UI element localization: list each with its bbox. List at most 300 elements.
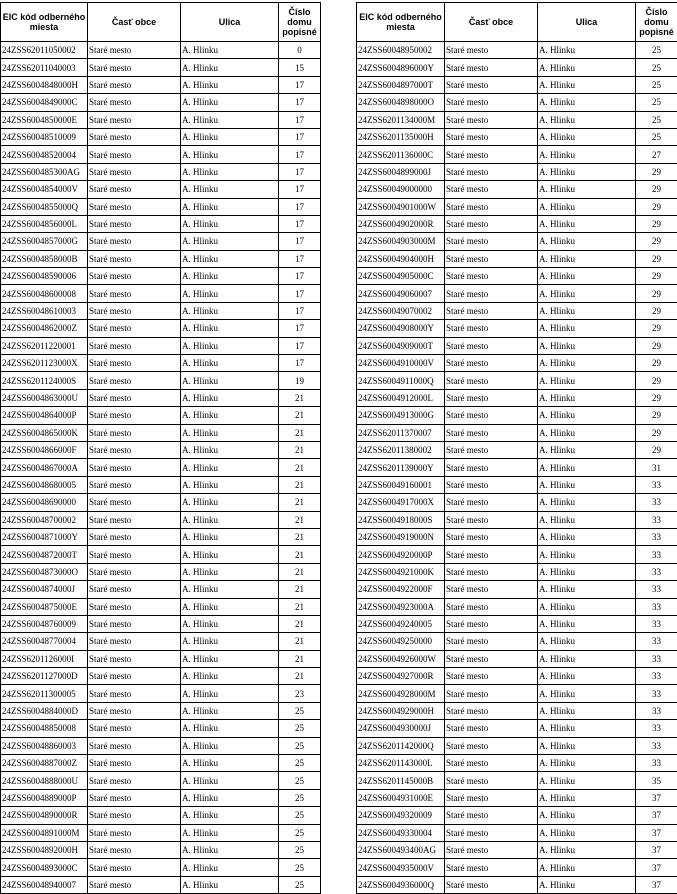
eic-code-cell: 24ZSS6004891000M: [1, 824, 88, 841]
eic-code-cell: 24ZSS60048950002: [357, 42, 445, 59]
cislo-domu-cell: 17: [279, 337, 321, 354]
cast-obce-cell: Staré mesto: [445, 755, 538, 772]
table-row: [357, 581, 677, 598]
table-row: [1, 389, 321, 406]
eic-code-cell: 24ZSS6004849000C: [1, 94, 88, 111]
ulica-cell: A. Hlinku: [538, 859, 636, 876]
cislo-domu-cell: 37: [636, 807, 677, 824]
ulica-cell: A. Hlinku: [538, 94, 636, 111]
header-ulica: Ulica: [538, 3, 636, 42]
table-row: [357, 198, 677, 215]
ulica-cell: A. Hlinku: [181, 146, 279, 163]
address-table-left: [0, 2, 321, 894]
ulica-cell: A. Hlinku: [181, 76, 279, 93]
cast-obce-cell: Staré mesto: [445, 668, 538, 685]
eic-code-cell: 24ZSS60048850008: [1, 720, 88, 737]
ulica-cell: A. Hlinku: [181, 268, 279, 285]
cislo-domu-cell: 21: [279, 563, 321, 580]
cast-obce-cell: Staré mesto: [445, 598, 538, 615]
eic-code-cell: 24ZSS6004862000Z: [1, 320, 88, 337]
cislo-domu-cell: 29: [636, 233, 677, 250]
cast-obce-cell: Staré mesto: [445, 181, 538, 198]
cast-obce-cell: Staré mesto: [445, 772, 538, 789]
cast-obce-cell: Staré mesto: [88, 268, 181, 285]
cislo-domu-cell: 33: [636, 702, 677, 719]
table-row: [357, 59, 677, 76]
eic-code-cell: 24ZSS60049330004: [357, 824, 445, 841]
ulica-cell: A. Hlinku: [181, 372, 279, 389]
table-row: [1, 215, 321, 232]
cast-obce-cell: Staré mesto: [445, 146, 538, 163]
ulica-cell: A. Hlinku: [538, 76, 636, 93]
ulica-cell: A. Hlinku: [538, 128, 636, 145]
table-row: [357, 233, 677, 250]
table-row: [1, 685, 321, 702]
table-row: [357, 737, 677, 754]
cislo-domu-cell: 27: [636, 146, 677, 163]
table-row: [1, 42, 321, 59]
table-row: [357, 320, 677, 337]
cislo-domu-cell: 17: [279, 128, 321, 145]
cast-obce-cell: Staré mesto: [445, 615, 538, 632]
cislo-domu-cell: 25: [636, 76, 677, 93]
ulica-cell: A. Hlinku: [181, 563, 279, 580]
eic-code-cell: 24ZSS62011380002: [357, 441, 445, 458]
ulica-cell: A. Hlinku: [538, 320, 636, 337]
cislo-domu-cell: 29: [636, 320, 677, 337]
eic-code-cell: 24ZSS6004921000K: [357, 563, 445, 580]
cislo-domu-cell: 25: [279, 737, 321, 754]
cislo-domu-cell: 25: [279, 859, 321, 876]
eic-code-cell: 24ZSS6004855000Q: [1, 198, 88, 215]
table-row: [1, 789, 321, 806]
table-body-left: [1, 42, 321, 894]
eic-code-cell: 24ZSS60049250000: [357, 633, 445, 650]
cislo-domu-cell: 33: [636, 633, 677, 650]
table-row: [1, 233, 321, 250]
table-row: [357, 528, 677, 545]
cast-obce-cell: Staré mesto: [88, 198, 181, 215]
cast-obce-cell: Staré mesto: [445, 302, 538, 319]
cislo-domu-cell: 25: [279, 755, 321, 772]
ulica-cell: A. Hlinku: [181, 546, 279, 563]
table-row: [357, 650, 677, 667]
eic-code-cell: 24ZSS600493400AG: [357, 841, 445, 858]
table-row: [357, 146, 677, 163]
ulica-cell: A. Hlinku: [181, 668, 279, 685]
cast-obce-cell: Staré mesto: [88, 285, 181, 302]
header-cast-obce: Časť obce: [445, 3, 538, 42]
cislo-domu-cell: 17: [279, 285, 321, 302]
cast-obce-cell: Staré mesto: [445, 720, 538, 737]
eic-code-cell: 24ZSS60048700002: [1, 511, 88, 528]
eic-code-cell: 24ZSS6004923000A: [357, 598, 445, 615]
cislo-domu-cell: 17: [279, 250, 321, 267]
cislo-domu-cell: 37: [636, 789, 677, 806]
eic-code-cell: 24ZSS60048520004: [1, 146, 88, 163]
table-row: [357, 94, 677, 111]
cislo-domu-cell: 21: [279, 668, 321, 685]
cast-obce-cell: Staré mesto: [88, 111, 181, 128]
eic-code-cell: 24ZSS60049320009: [357, 807, 445, 824]
ulica-cell: A. Hlinku: [538, 285, 636, 302]
cast-obce-cell: Staré mesto: [88, 389, 181, 406]
eic-code-cell: 24ZSS6004927000R: [357, 668, 445, 685]
table-row: [357, 250, 677, 267]
ulica-cell: A. Hlinku: [181, 650, 279, 667]
cislo-domu-cell: 29: [636, 302, 677, 319]
cislo-domu-cell: 21: [279, 598, 321, 615]
ulica-cell: A. Hlinku: [181, 755, 279, 772]
cislo-domu-cell: 25: [279, 789, 321, 806]
cast-obce-cell: Staré mesto: [445, 198, 538, 215]
ulica-cell: A. Hlinku: [181, 633, 279, 650]
eic-code-cell: 24ZSS60049060007: [357, 285, 445, 302]
cast-obce-cell: Staré mesto: [445, 476, 538, 493]
ulica-cell: A. Hlinku: [538, 424, 636, 441]
eic-code-cell: 24ZSS6004863000U: [1, 389, 88, 406]
table-row: [1, 337, 321, 354]
eic-code-cell: 24ZSS6004928000M: [357, 685, 445, 702]
table-row: [1, 441, 321, 458]
eic-code-cell: 24ZSS6004875000E: [1, 598, 88, 615]
ulica-cell: A. Hlinku: [181, 42, 279, 59]
table-row: [1, 824, 321, 841]
cast-obce-cell: Staré mesto: [445, 337, 538, 354]
cast-obce-cell: Staré mesto: [88, 181, 181, 198]
cast-obce-cell: Staré mesto: [88, 94, 181, 111]
eic-code-cell: 24ZSS6004848000H: [1, 76, 88, 93]
ulica-cell: A. Hlinku: [538, 789, 636, 806]
table-row: [1, 407, 321, 424]
eic-code-cell: 24ZSS6004865000K: [1, 424, 88, 441]
cast-obce-cell: Staré mesto: [88, 615, 181, 632]
table-row: [357, 789, 677, 806]
cislo-domu-cell: 17: [279, 111, 321, 128]
cast-obce-cell: Staré mesto: [445, 94, 538, 111]
header-eic: EIC kód odberného miesta: [357, 3, 445, 42]
ulica-cell: A. Hlinku: [181, 337, 279, 354]
eic-code-cell: 24ZSS6004919000N: [357, 528, 445, 545]
table-row: [357, 772, 677, 789]
cislo-domu-cell: 29: [636, 441, 677, 458]
cislo-domu-cell: 25: [279, 720, 321, 737]
cislo-domu-cell: 17: [279, 355, 321, 372]
ulica-cell: A. Hlinku: [538, 302, 636, 319]
cislo-domu-cell: 25: [636, 94, 677, 111]
table-row: [357, 668, 677, 685]
eic-code-cell: 24ZSS60048610003: [1, 302, 88, 319]
table-body-right: [357, 42, 677, 894]
eic-code-cell: 24ZSS6004913000G: [357, 407, 445, 424]
cislo-domu-cell: 33: [636, 668, 677, 685]
eic-code-cell: 24ZSS62011040003: [1, 59, 88, 76]
eic-code-cell: 24ZSS6004902000R: [357, 215, 445, 232]
eic-code-cell: 24ZSS60048770004: [1, 633, 88, 650]
table-header-row: [1, 3, 321, 42]
eic-code-cell: 24ZSS6004899000J: [357, 163, 445, 180]
header-eic: EIC kód odberného miesta: [1, 3, 88, 42]
ulica-cell: A. Hlinku: [538, 650, 636, 667]
cislo-domu-cell: 25: [279, 824, 321, 841]
table-row: [1, 841, 321, 858]
cislo-domu-cell: 17: [279, 320, 321, 337]
ulica-cell: A. Hlinku: [181, 789, 279, 806]
cast-obce-cell: Staré mesto: [88, 789, 181, 806]
cislo-domu-cell: 37: [636, 841, 677, 858]
table-row: [357, 355, 677, 372]
table-row: [1, 372, 321, 389]
table-row: [357, 615, 677, 632]
table-row: [1, 424, 321, 441]
cislo-domu-cell: 17: [279, 76, 321, 93]
cast-obce-cell: Staré mesto: [88, 772, 181, 789]
cast-obce-cell: Staré mesto: [445, 389, 538, 406]
cast-obce-cell: Staré mesto: [88, 407, 181, 424]
ulica-cell: A. Hlinku: [181, 320, 279, 337]
cislo-domu-cell: 25: [636, 59, 677, 76]
cislo-domu-cell: 21: [279, 459, 321, 476]
cast-obce-cell: Staré mesto: [445, 494, 538, 511]
cast-obce-cell: Staré mesto: [88, 355, 181, 372]
cast-obce-cell: Staré mesto: [88, 163, 181, 180]
cislo-domu-cell: 21: [279, 389, 321, 406]
ulica-cell: A. Hlinku: [538, 685, 636, 702]
eic-code-cell: 24ZSS6004854000V: [1, 181, 88, 198]
cislo-domu-cell: 33: [636, 581, 677, 598]
ulica-cell: A. Hlinku: [181, 772, 279, 789]
cast-obce-cell: Staré mesto: [445, 702, 538, 719]
table-row: [357, 389, 677, 406]
ulica-cell: A. Hlinku: [538, 494, 636, 511]
cislo-domu-cell: 17: [279, 233, 321, 250]
eic-code-cell: 24ZSS6004850000E: [1, 111, 88, 128]
eic-code-cell: 24ZSS6004922000F: [357, 581, 445, 598]
table-row: [357, 841, 677, 858]
cislo-domu-cell: 21: [279, 441, 321, 458]
cast-obce-cell: Staré mesto: [88, 372, 181, 389]
cast-obce-cell: Staré mesto: [88, 702, 181, 719]
eic-code-cell: 24ZSS6004931000E: [357, 789, 445, 806]
ulica-cell: A. Hlinku: [181, 528, 279, 545]
ulica-cell: A. Hlinku: [181, 876, 279, 893]
table-row: [1, 615, 321, 632]
cislo-domu-cell: 21: [279, 581, 321, 598]
cast-obce-cell: Staré mesto: [88, 337, 181, 354]
cislo-domu-cell: 35: [636, 772, 677, 789]
table-row: [357, 163, 677, 180]
cast-obce-cell: Staré mesto: [88, 302, 181, 319]
cislo-domu-cell: 29: [636, 424, 677, 441]
cislo-domu-cell: 33: [636, 494, 677, 511]
cislo-domu-cell: 25: [636, 111, 677, 128]
cast-obce-cell: Staré mesto: [445, 807, 538, 824]
table-row: [1, 355, 321, 372]
table-row: [1, 302, 321, 319]
cislo-domu-cell: 25: [279, 772, 321, 789]
eic-code-cell: 24ZSS6004890000R: [1, 807, 88, 824]
ulica-cell: A. Hlinku: [538, 737, 636, 754]
eic-code-cell: 24ZSS6004904000H: [357, 250, 445, 267]
eic-code-cell: 24ZSS6004873000O: [1, 563, 88, 580]
ulica-cell: A. Hlinku: [181, 407, 279, 424]
table-row: [357, 128, 677, 145]
ulica-cell: A. Hlinku: [181, 685, 279, 702]
ulica-cell: A. Hlinku: [538, 876, 636, 893]
ulica-cell: A. Hlinku: [181, 859, 279, 876]
table-row: [1, 59, 321, 76]
cislo-domu-cell: 23: [279, 685, 321, 702]
cislo-domu-cell: 21: [279, 615, 321, 632]
cast-obce-cell: Staré mesto: [445, 111, 538, 128]
cast-obce-cell: Staré mesto: [445, 859, 538, 876]
cast-obce-cell: Staré mesto: [445, 546, 538, 563]
cast-obce-cell: Staré mesto: [445, 128, 538, 145]
table-row: [357, 720, 677, 737]
header-ulica: Ulica: [181, 3, 279, 42]
eic-code-cell: 24ZSS60048760009: [1, 615, 88, 632]
ulica-cell: A. Hlinku: [538, 807, 636, 824]
table-row: [1, 702, 321, 719]
cislo-domu-cell: 0: [279, 42, 321, 59]
ulica-cell: A. Hlinku: [181, 459, 279, 476]
eic-code-cell: 24ZSS6004909000T: [357, 337, 445, 354]
cislo-domu-cell: 17: [279, 302, 321, 319]
cast-obce-cell: Staré mesto: [88, 250, 181, 267]
cast-obce-cell: Staré mesto: [445, 407, 538, 424]
cislo-domu-cell: 17: [279, 181, 321, 198]
ulica-cell: A. Hlinku: [538, 511, 636, 528]
cast-obce-cell: Staré mesto: [88, 59, 181, 76]
ulica-cell: A. Hlinku: [181, 720, 279, 737]
cislo-domu-cell: 21: [279, 546, 321, 563]
table-row: [1, 111, 321, 128]
table-row: [1, 94, 321, 111]
ulica-cell: A. Hlinku: [538, 337, 636, 354]
ulica-cell: A. Hlinku: [538, 720, 636, 737]
ulica-cell: A. Hlinku: [538, 824, 636, 841]
eic-code-cell: 24ZSS6004867000A: [1, 459, 88, 476]
table-row: [357, 42, 677, 59]
eic-code-cell: 24ZSS6004864000P: [1, 407, 88, 424]
table-row: [1, 633, 321, 650]
cast-obce-cell: Staré mesto: [88, 215, 181, 232]
eic-code-cell: 24ZSS6004857000G: [1, 233, 88, 250]
cast-obce-cell: Staré mesto: [445, 424, 538, 441]
table-row: [1, 668, 321, 685]
cast-obce-cell: Staré mesto: [88, 841, 181, 858]
cast-obce-cell: Staré mesto: [445, 789, 538, 806]
eic-code-cell: 24ZSS6004901000W: [357, 198, 445, 215]
eic-code-cell: 24ZSS62011300005: [1, 685, 88, 702]
table-row: [357, 859, 677, 876]
eic-code-cell: 24ZSS6004908000Y: [357, 320, 445, 337]
cast-obce-cell: Staré mesto: [445, 215, 538, 232]
ulica-cell: A. Hlinku: [538, 59, 636, 76]
table-row: [357, 337, 677, 354]
cislo-domu-cell: 25: [636, 128, 677, 145]
ulica-cell: A. Hlinku: [538, 563, 636, 580]
ulica-cell: A. Hlinku: [538, 528, 636, 545]
cislo-domu-cell: 33: [636, 755, 677, 772]
cislo-domu-cell: 29: [636, 389, 677, 406]
eic-code-cell: 24ZSS6004920000P: [357, 546, 445, 563]
cast-obce-cell: Staré mesto: [445, 163, 538, 180]
cast-obce-cell: Staré mesto: [445, 650, 538, 667]
eic-code-cell: 24ZSS6004896000Y: [357, 59, 445, 76]
address-table-right: [356, 2, 677, 894]
cast-obce-cell: Staré mesto: [445, 285, 538, 302]
table-row: [357, 111, 677, 128]
table-row: [1, 650, 321, 667]
eic-code-cell: 24ZSS6004874000J: [1, 581, 88, 598]
eic-code-cell: 24ZSS6004912000L: [357, 389, 445, 406]
cislo-domu-cell: 33: [636, 720, 677, 737]
eic-code-cell: 24ZSS6004935000V: [357, 859, 445, 876]
cislo-domu-cell: 33: [636, 528, 677, 545]
ulica-cell: A. Hlinku: [181, 59, 279, 76]
cast-obce-cell: Staré mesto: [445, 320, 538, 337]
table-row: [1, 720, 321, 737]
table-row: [1, 876, 321, 893]
cislo-domu-cell: 33: [636, 737, 677, 754]
cislo-domu-cell: 37: [636, 824, 677, 841]
cislo-domu-cell: 33: [636, 598, 677, 615]
eic-code-cell: 24ZSS60049000000: [357, 181, 445, 198]
table-row: [357, 824, 677, 841]
cast-obce-cell: Staré mesto: [445, 841, 538, 858]
eic-code-cell: 24ZSS6004872000T: [1, 546, 88, 563]
cast-obce-cell: Staré mesto: [88, 546, 181, 563]
eic-code-cell: 24ZSS60049070002: [357, 302, 445, 319]
eic-code-cell: 24ZSS60048690000: [1, 494, 88, 511]
cast-obce-cell: Staré mesto: [88, 42, 181, 59]
ulica-cell: A. Hlinku: [538, 250, 636, 267]
cast-obce-cell: Staré mesto: [445, 268, 538, 285]
eic-code-cell: 24ZSS6201135000H: [357, 128, 445, 145]
cislo-domu-cell: 33: [636, 563, 677, 580]
ulica-cell: A. Hlinku: [181, 111, 279, 128]
cislo-domu-cell: 21: [279, 424, 321, 441]
ulica-cell: A. Hlinku: [538, 772, 636, 789]
ulica-cell: A. Hlinku: [538, 407, 636, 424]
eic-code-cell: 24ZSS62011050002: [1, 42, 88, 59]
eic-code-cell: 24ZSS6004871000Y: [1, 528, 88, 545]
cislo-domu-cell: 33: [636, 546, 677, 563]
cast-obce-cell: Staré mesto: [88, 459, 181, 476]
eic-code-cell: 24ZSS60048680005: [1, 476, 88, 493]
cislo-domu-cell: 17: [279, 163, 321, 180]
cast-obce-cell: Staré mesto: [88, 824, 181, 841]
eic-code-cell: 24ZSS6004887000Z: [1, 755, 88, 772]
eic-code-cell: 24ZSS6004898000O: [357, 94, 445, 111]
eic-code-cell: 24ZSS6004903000M: [357, 233, 445, 250]
cislo-domu-cell: 17: [279, 146, 321, 163]
table-row: [357, 407, 677, 424]
cislo-domu-cell: 25: [279, 876, 321, 893]
table-row: [357, 459, 677, 476]
ulica-cell: A. Hlinku: [538, 233, 636, 250]
header-cislo-domu: Číslo domu popisné: [636, 3, 677, 42]
eic-code-cell: 24ZSS60048600008: [1, 285, 88, 302]
cislo-domu-cell: 29: [636, 250, 677, 267]
table-row: [1, 598, 321, 615]
ulica-cell: A. Hlinku: [181, 424, 279, 441]
eic-code-cell: 24ZSS6004893000C: [1, 859, 88, 876]
table-row: [357, 476, 677, 493]
ulica-cell: A. Hlinku: [538, 372, 636, 389]
eic-code-cell: 24ZSS6201143000L: [357, 755, 445, 772]
